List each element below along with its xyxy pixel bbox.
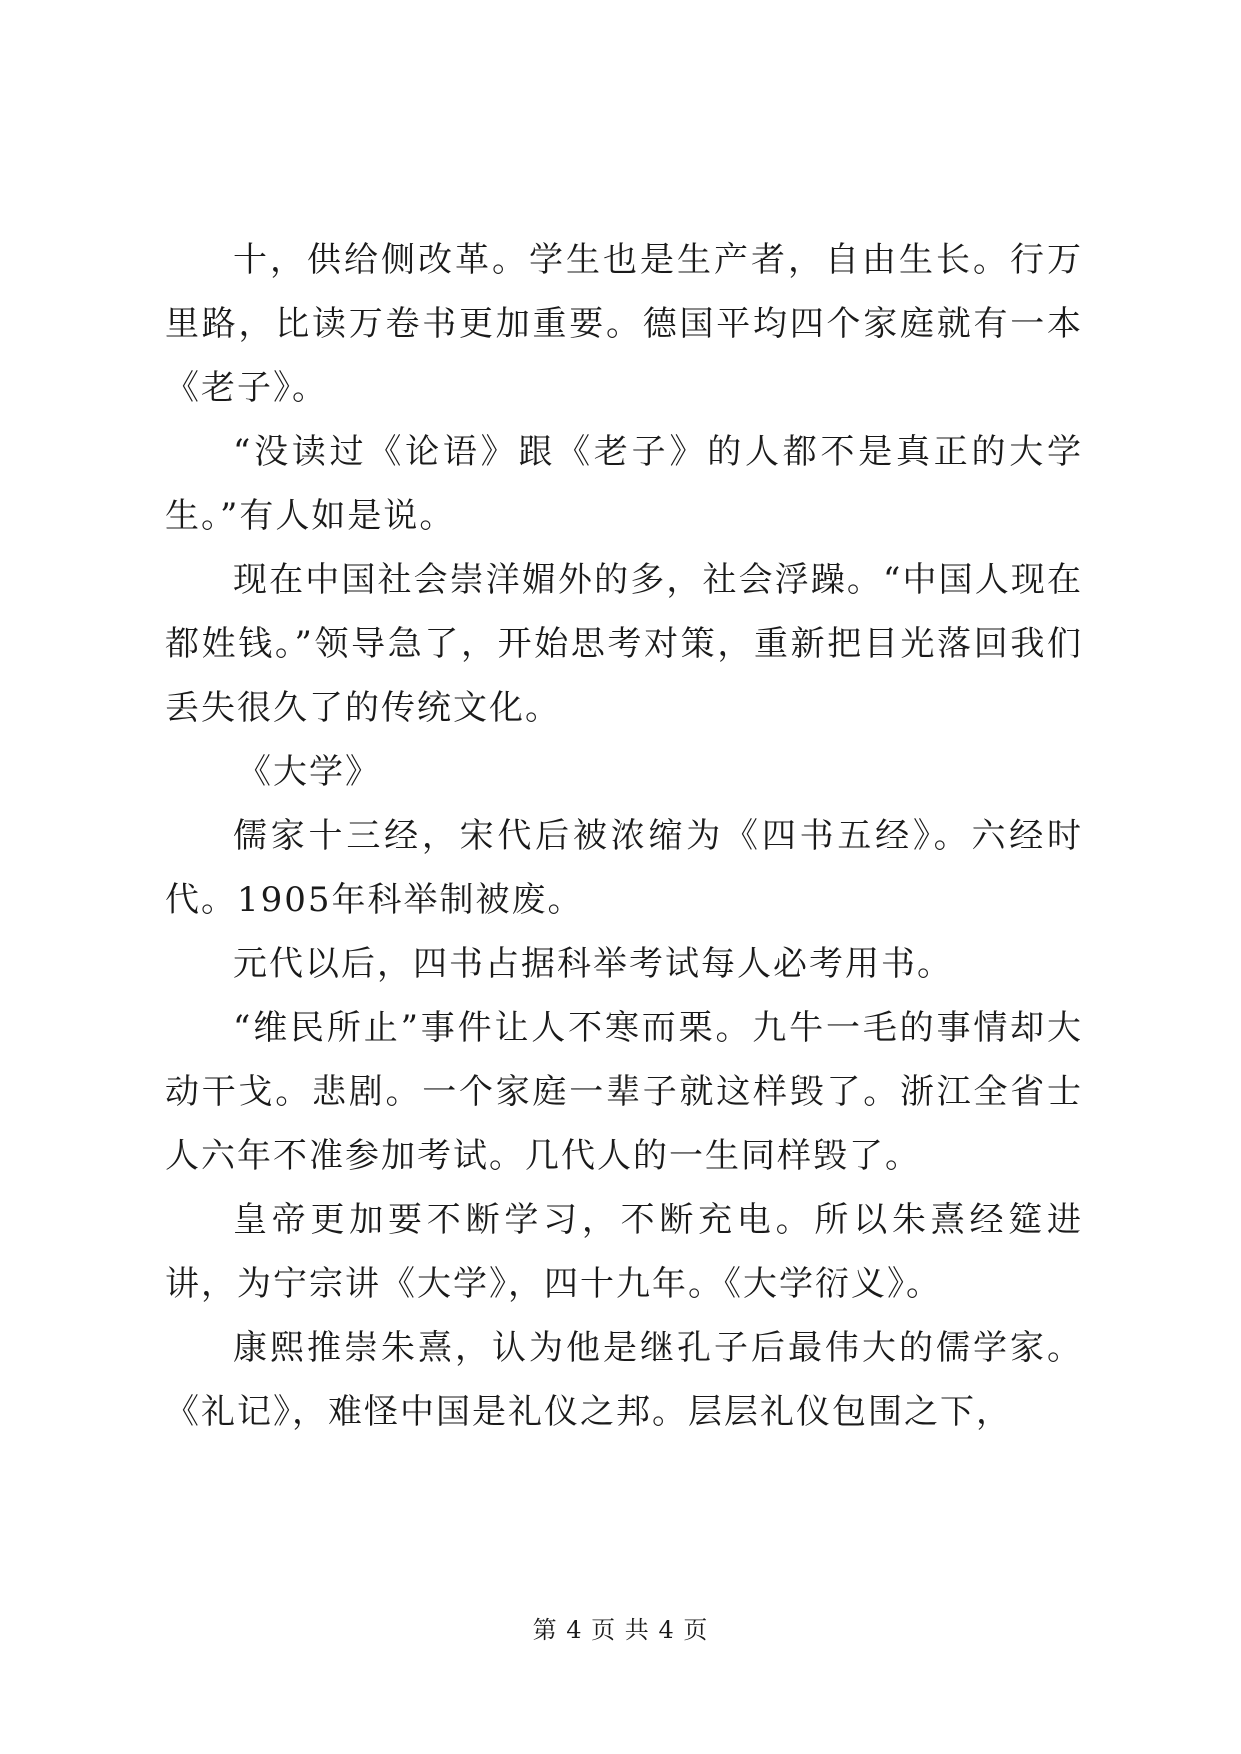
paragraph-9: 康熙推崇朱熹，认为他是继孔子后最伟大的儒学家。《礼记》，难怪中国是礼仪之邦。层层礼仪包围之下， — [165, 1328, 1083, 1432]
paragraph-5: 儒家十三经，宋代后被浓缩为《四书五经》。六经时代。1905年科举制被废。 — [165, 816, 1083, 920]
paragraph-1: 十，供给侧改革。学生也是生产者，自由生长。行万里路，比读万卷书更加重要。德国平均四个家庭就有一本《老子》。 — [165, 240, 1083, 408]
section-heading: 《大学》 — [237, 752, 381, 792]
paragraph-6: 元代以后，四书占据科举考试每人必考用书。 — [233, 944, 953, 984]
paragraph-7: “维民所止”事件让人不寒而栗。九牛一毛的事情却大动干戈。悲剧。一个家庭一辈子就这样毁了。浙江全省士人六年不准参加考试。几代人的一生同样毁了。 — [165, 1008, 1083, 1176]
page-number-footer: 第 4 页 共 4 页 — [532, 1616, 709, 1644]
body-text — [165, 228, 1083, 1444]
paragraph-2: “没读过《论语》跟《老子》的人都不是真正的大学生。”有人如是说。 — [165, 432, 1083, 536]
paragraph-3: 现在中国社会崇洋媚外的多，社会浮躁。“中国人现在都姓钱。”领导急了，开始思考对策，重新把目光落回我们丢失很久了的传统文化。 — [165, 560, 1083, 728]
paragraph-8: 皇帝更加要不断学习，不断充电。所以朱熹经筵进讲，为宁宗讲《大学》，四十九年。《大学衍义》。 — [165, 1200, 1083, 1304]
